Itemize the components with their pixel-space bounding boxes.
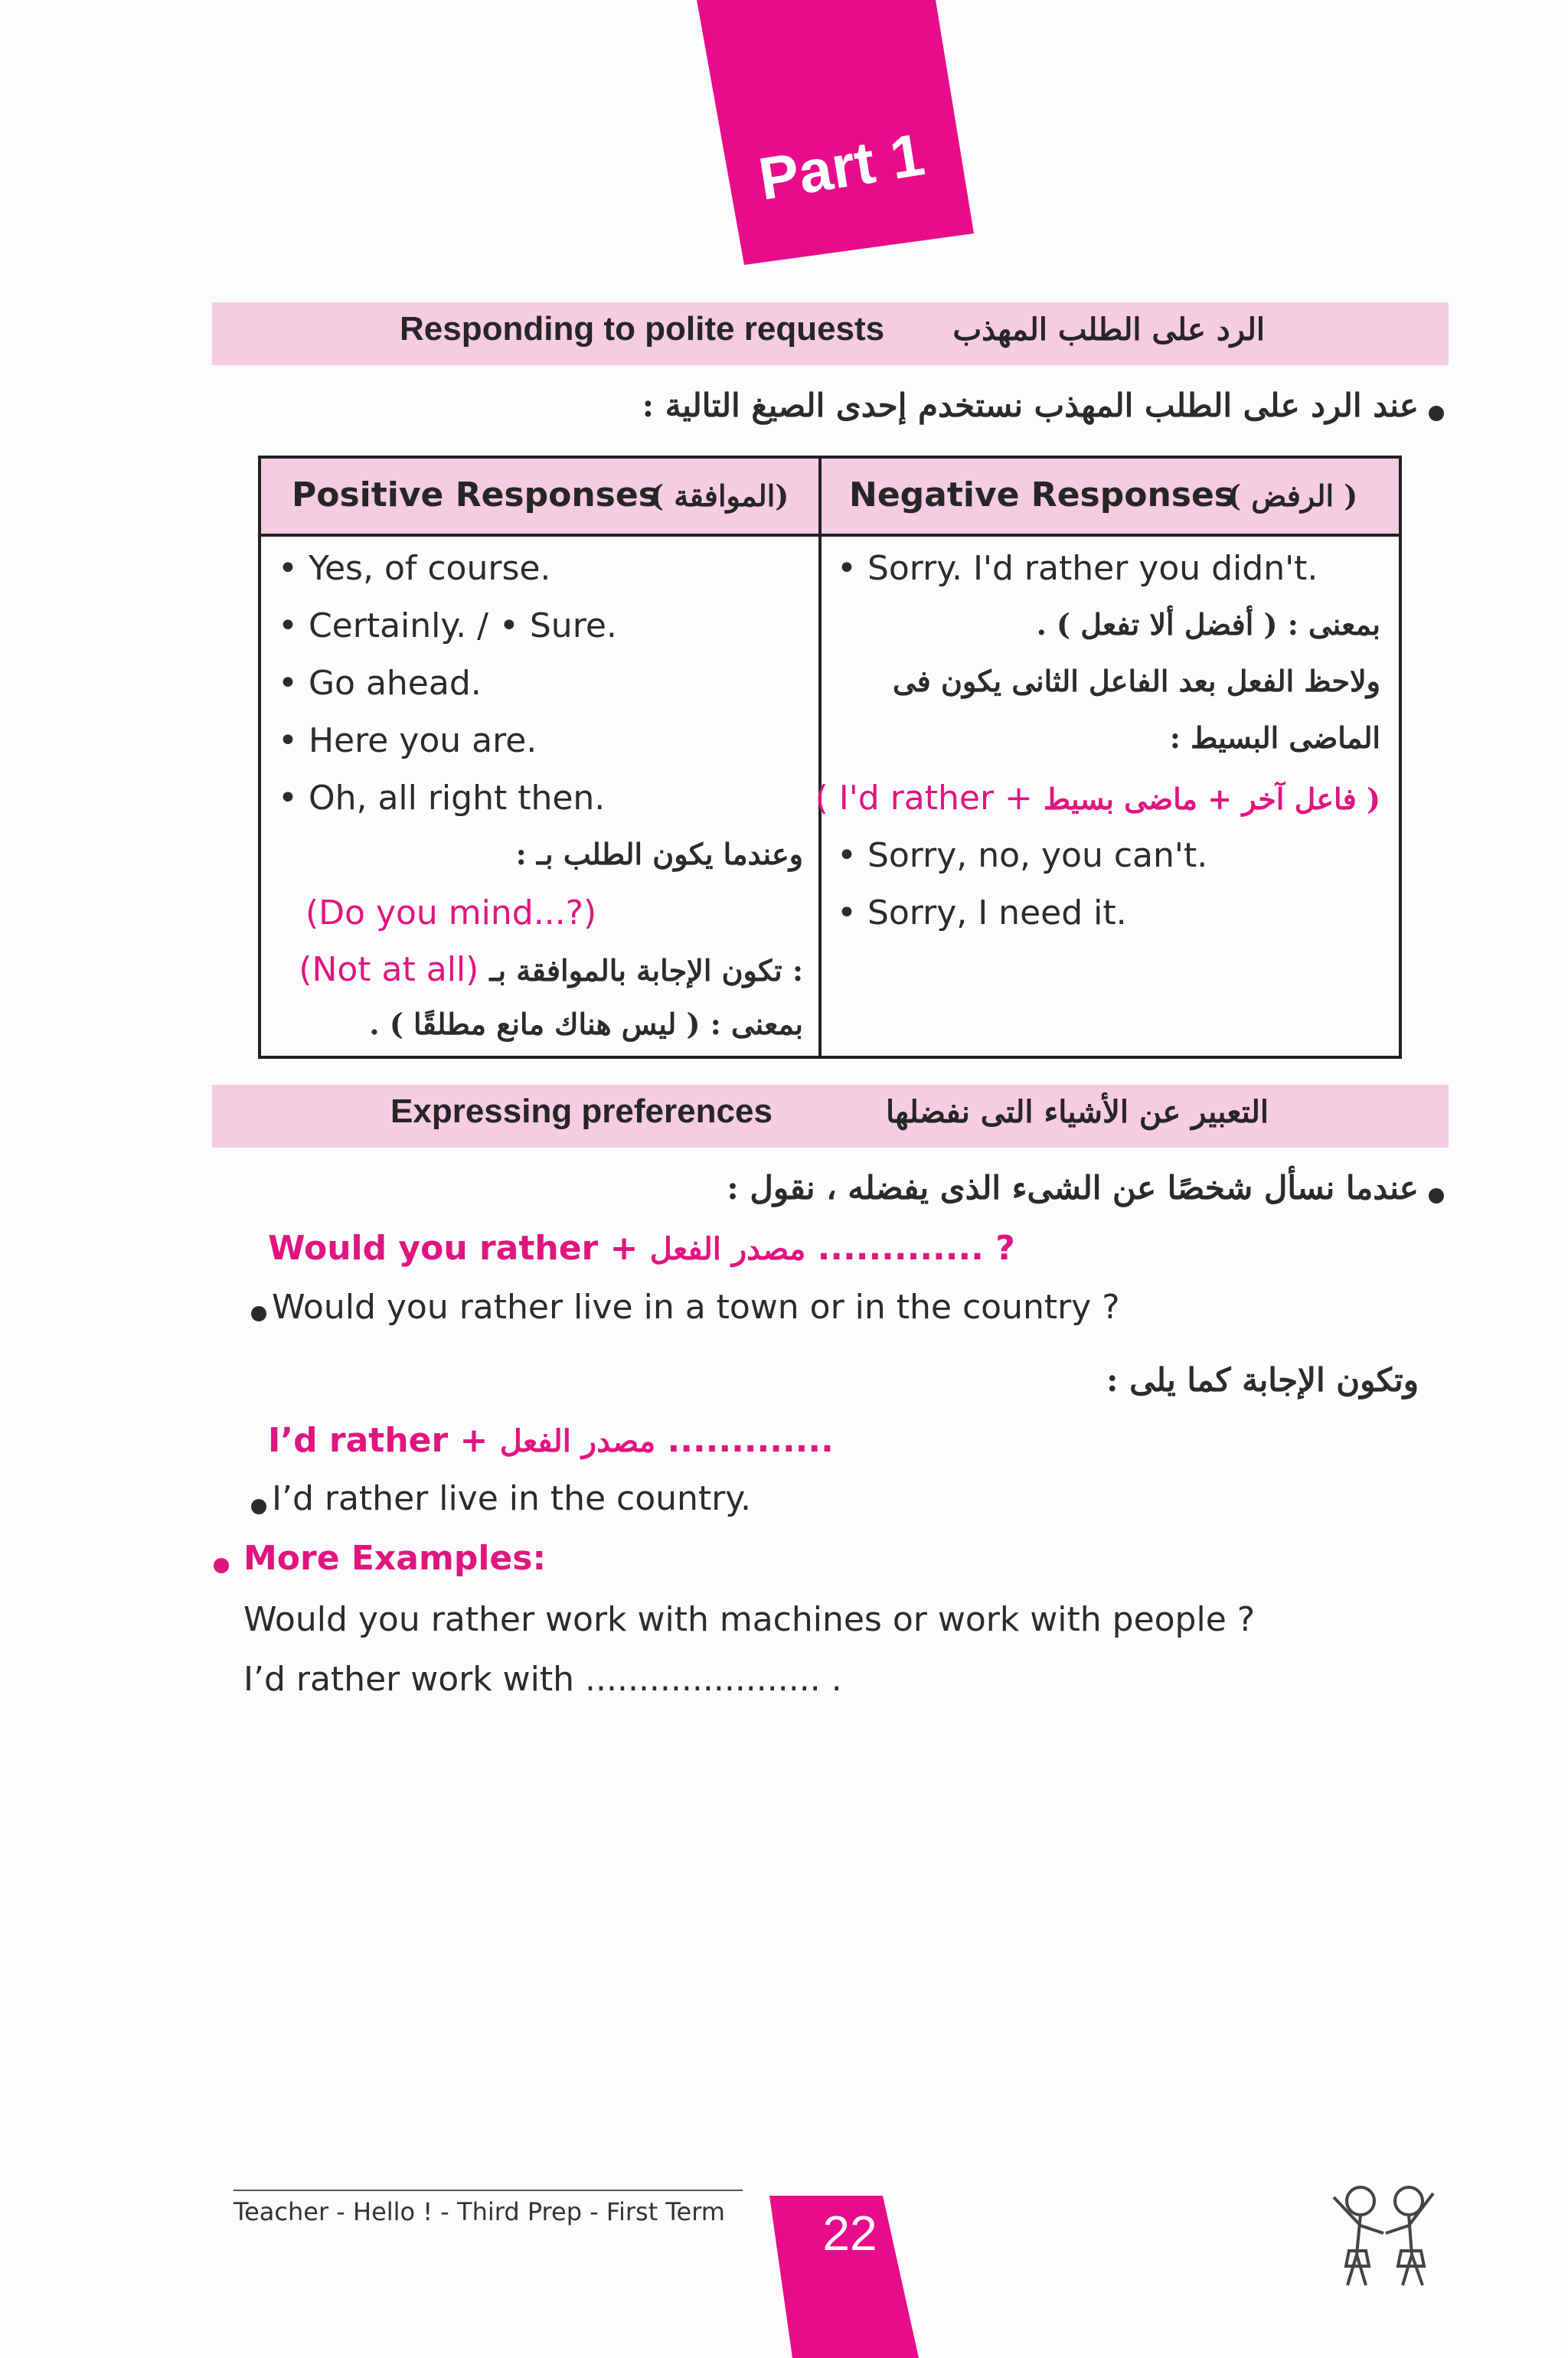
footer-text: Teacher - Hello ! - Third Prep - First Term [234, 2197, 725, 2226]
more-example-answer: I’d rather work with ...................... . [243, 1660, 842, 1699]
positive-item: • Certainly. / • Sure. [278, 606, 617, 645]
positive-meaning-ar: بمعنى : ( ليس هناك مانع مطلقًا ) . [369, 1007, 803, 1041]
section-title-ar: التعبير عن الأشياء التى نفضلها [885, 1094, 1269, 1130]
kids-illustration-icon [1318, 2170, 1449, 2301]
positive-note-ar: وعندما يكون الطلب بـ : [515, 837, 803, 871]
negative-item: • Sorry, I need it. [837, 893, 1127, 932]
do-you-mind: (Do you mind...?) [305, 893, 597, 932]
negative-header-ar: ( الرفض ) [1227, 478, 1358, 513]
positive-answer: (Not at all) تكون الإجابة بالموافقة بـ : [299, 950, 803, 989]
bullet [214, 1558, 229, 1573]
bullet [1429, 1188, 1444, 1203]
example-question: Would you rather live in a town or in the country ? [272, 1288, 1120, 1327]
negative-meaning-ar: بمعنى : ( أفضل ألا تفعل ) . [1036, 607, 1380, 642]
negative-item: • Sorry. I'd rather you didn't. [837, 549, 1318, 588]
negative-formula: ( I'd rather + فاعل آخر + ماضى بسيط ) [815, 779, 1380, 818]
section-bar-preferences [212, 1085, 1449, 1148]
negative-item: • Sorry, no, you can't. [837, 836, 1208, 875]
answer-formula: I’d rather + مصدر الفعل ............. [268, 1421, 834, 1460]
positive-item: • Yes, of course. [278, 549, 551, 588]
column-divider [818, 459, 822, 1056]
question-formula: Would you rather + مصدر الفعل ............. ? [268, 1229, 1015, 1268]
bullet [251, 1499, 266, 1514]
negative-note-ar: الماضى البسيط : [1169, 720, 1380, 755]
positive-header-ar: (الموافقة ) [650, 478, 789, 513]
section-bar-polite-requests [212, 302, 1449, 365]
answer-intro-ar: وتكون الإجابة كما يلى : [1106, 1361, 1419, 1399]
more-example-question: Would you rather work with machines or work with people ? [243, 1600, 1256, 1639]
positive-item: • Oh, all right then. [278, 779, 606, 818]
more-examples-label: More Examples: [243, 1539, 547, 1578]
example-answer: I’d rather live in the country. [272, 1479, 752, 1518]
positive-item: • Go ahead. [278, 664, 482, 703]
section-title-ar: الرد على الطلب المهذب [952, 312, 1265, 348]
section-title-en: Expressing preferences [390, 1092, 773, 1130]
intro-ar: عند الرد على الطلب المهذب نستخدم إحدى الصيغ التالية : [642, 387, 1419, 424]
footer-rule [234, 2190, 743, 2191]
negative-note-ar: ولاحظ الفعل بعد الفاعل الثانى يكون فى [892, 664, 1380, 698]
part-title: Part 1 [754, 120, 929, 213]
intro-ar: عندما نسأل شخصًا عن الشىء الذى يفضله ، نقول : [727, 1169, 1419, 1207]
page-number: 22 [822, 2206, 877, 2261]
positive-item: • Here you are. [278, 721, 537, 760]
bullet [1429, 406, 1444, 421]
bullet [251, 1306, 266, 1321]
section-title-en: Responding to polite requests [400, 310, 885, 348]
responses-table [258, 456, 1402, 1059]
negative-header: Negative Responses [849, 475, 1234, 514]
positive-header: Positive Responses [292, 475, 658, 514]
